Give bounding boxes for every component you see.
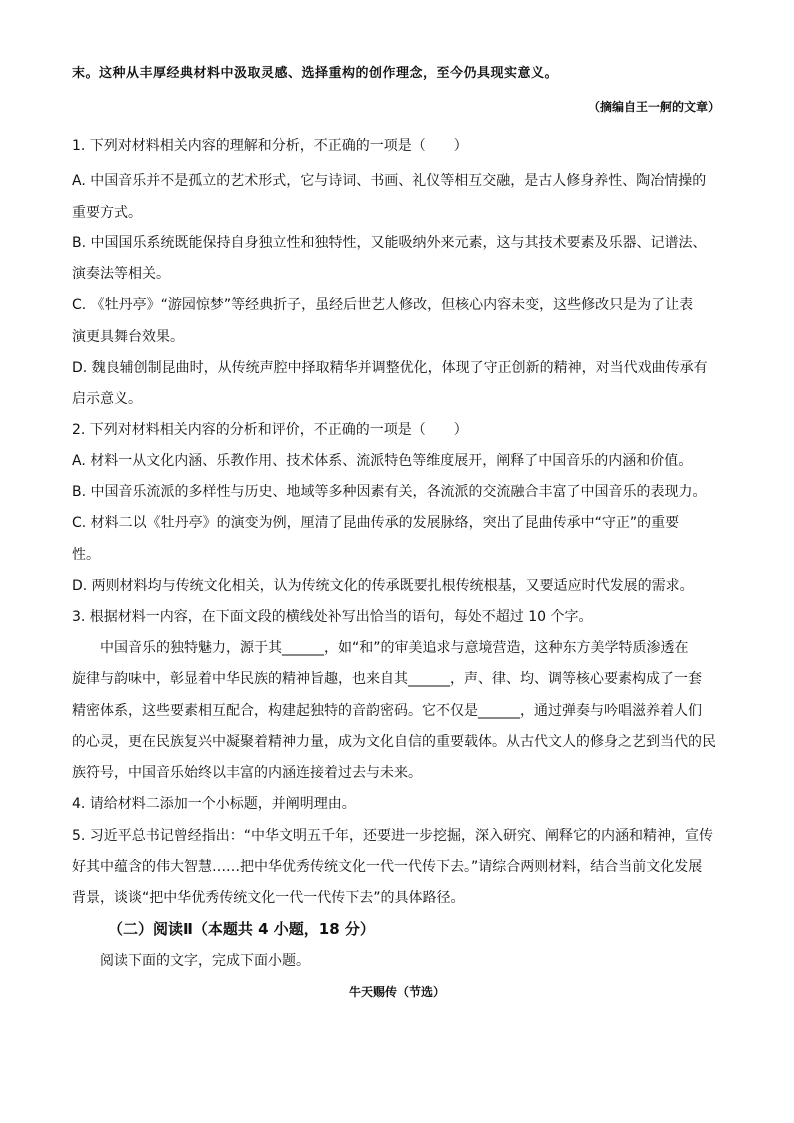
option-2b: B. 中国音乐流派的多样性与历史、地域等多种因素有关，各流派的交流融合丰富了中国音乐的表现力。 [72,484,707,500]
option-2c: C. 材料二以《牡丹亭》的演变为例，厘清了昆曲传承的发展脉络，突出了昆曲传承中“守正”的重要 [72,515,680,531]
question-5-cont: 好其中蕴含的伟大智慧……把中华优秀传统文化一代一代传下去。”请综合两则材料，结合当前文化发展 [72,859,703,875]
option-1b-cont: 演奏法等相关。 [72,266,170,282]
option-1c: C. 《牡丹亭》“游园惊梦”等经典折子，虽经后世艺人修改，但核心内容未变，这些修改只是为了让表 [72,297,694,313]
option-1b: B. 中国国乐系统既能保持自身独立性和独特性，又能吸纳外来元素，这与其技术要素及乐器、记谱法、 [72,235,707,251]
option-1d: D. 魏良辅创制昆曲时，从传统声腔中择取精华并调整优化，体现了守正创新的精神，对当代戏曲传承有 [72,360,708,376]
option-1d-cont: 启示意义。 [72,391,142,407]
paragraph-line: 旋律与韵味中，彰显着中华民族的精神旨趣，也来自其______，声、律、均、调等核心要素构成了一套 [72,671,702,687]
question-2: 2. 下列对材料相关内容的分析和评价，不正确的一项是（ ） [72,422,468,438]
paragraph-line: 精密体系，这些要素相互配合，构建起独特的音韵密码。它不仅是______，通过弹奏与吟唱滋养着人们 [72,703,702,719]
option-2a: A. 材料一从文化内涵、乐教作用、技术体系、流派特色等维度展开，阐释了中国音乐的内涵和价值。 [72,453,693,469]
section-heading: （二）阅读Ⅱ（本题共 4 小题，18 分） [108,920,375,938]
option-2c-cont: 性。 [72,547,100,563]
question-1: 1. 下列对材料相关内容的理解和分析，不正确的一项是（ ） [72,138,468,154]
source-attribution: （摘编自王一舸的文章） [587,100,720,114]
option-1c-cont: 演更具舞台效果。 [72,329,184,345]
option-1a-cont: 重要方式。 [72,205,142,221]
question-5-cont: 背景，谈谈“把中华优秀传统文化一代一代传下去”的具体路径。 [72,890,465,906]
passage-title: 牛天赐传（节选） [348,985,445,999]
option-2d: D. 两则材料均与传统文化相关，认为传统文化的传承既要扎根传统根基，又要适应时代发展的需求。 [72,578,694,594]
question-5: 5. 习近平总书记曾经指出：“中华文明五千年，还要进一步挖掘，深入研究、阐释它的内涵和精神，宣传 [72,828,714,844]
paragraph-line: 的心灵，更在民族复兴中凝聚着精神力量，成为文化自信的重要载体。从古代文人的修身之艺到当代的民 [72,734,716,750]
paragraph-line: 中国音乐的独特魅力，源于其______，如“和”的审美追求与意境营造，这种东方美学特质渗透在 [100,640,689,656]
paragraph-line: 族符号，中国音乐始终以丰富的内涵连接着过去与未来。 [72,765,422,781]
instruction-text: 阅读下面的文字，完成下面小题。 [100,953,310,969]
text-line: 末。这种从丰厚经典材料中汲取灵感、选择重构的创作理念，至今仍具现实意义。 [72,66,559,81]
question-3: 3. 根据材料一内容，在下面文段的横线处补写出恰当的语句，每处不超过 10 个字。 [72,609,593,625]
option-1a: A. 中国音乐并不是孤立的艺术形式，它与诗词、书画、礼仪等相互交融，是古人修身养性、陶冶情操的 [72,173,707,189]
question-4: 4. 请给材料二添加一个小标题，并阐明理由。 [72,796,356,812]
